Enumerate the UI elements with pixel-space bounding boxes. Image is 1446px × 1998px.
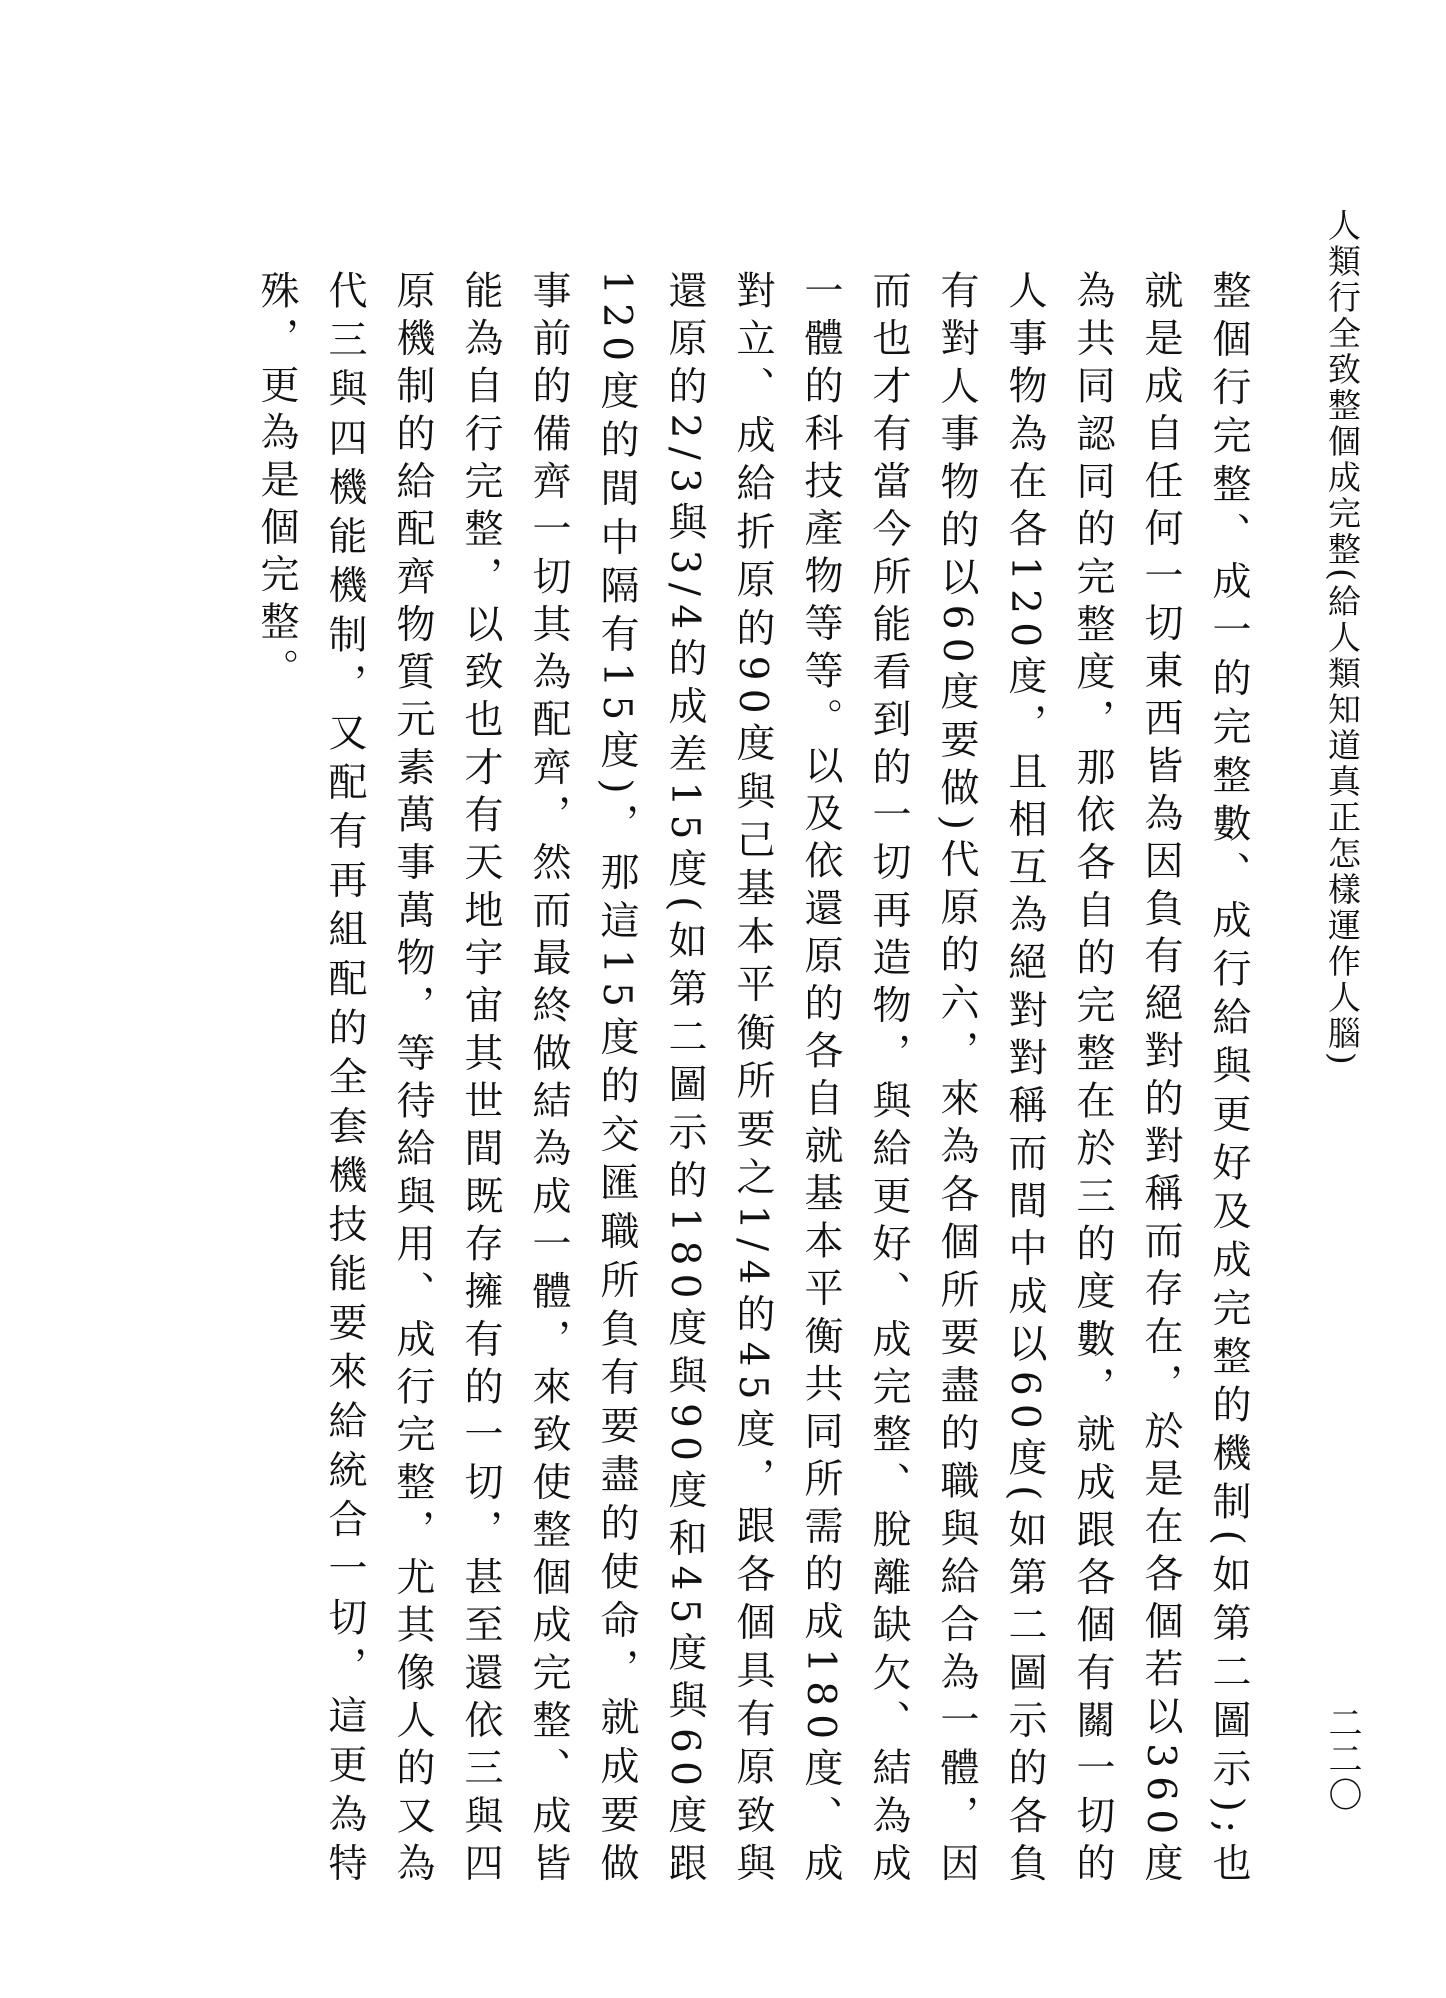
page-number: 二二〇 [1322,1705,1362,1813]
paragraph: 整個行完整、成一的完整數、成行給與更好及成完整的機制(如第二圖示);也就是成自任何一切東西皆為因負有絕對的對稱而存在，於是在各個若以360度為共同認同的完整度，那依各自的完整在於三的度數，就成跟各個有關一切的人事物為在各120度，且相互為絕對對稱而間中成以60度(如第二圖示的各負有對人事物的以60度要做)代原的六，來為各個所要盡的職與給合為一體，因而也才有當今所能看到的一切再造物，與給更好、成完整、脫離缺欠、結為成一體的科技產物等等。以及依還原的各自就基本平衡共同所需的成180度、成對立、成給折原的90度與己基本平衡所要之1/4的45度，跟各個具有原致與還原的2/3與3/4的成差15度(如第二圖示的180度與90度和45度與60度跟120度的間中隔有15度)，那這15度的交匯職所負有要盡的使命，就成要做事前的備齊一切其為配齊，然而最終做結為成一體，來致使整個成完整、成皆能為自行完整，以致也才有天地宇宙其世間既存擁有的一切，甚至還依三與四原機制的給配齊物質元素萬事萬物，等待給與用、成行完整，尤其像人的又為代三與四機能機制，又配有再組配的全套機技能要來給統合一切，這更為特殊，更為是個完整。 [254,270,1251,1890]
body-text [254,270,1262,1890]
running-header: 人類行全致整個成完整(給人類知道真正怎樣運作人腦) [1323,208,1362,1068]
